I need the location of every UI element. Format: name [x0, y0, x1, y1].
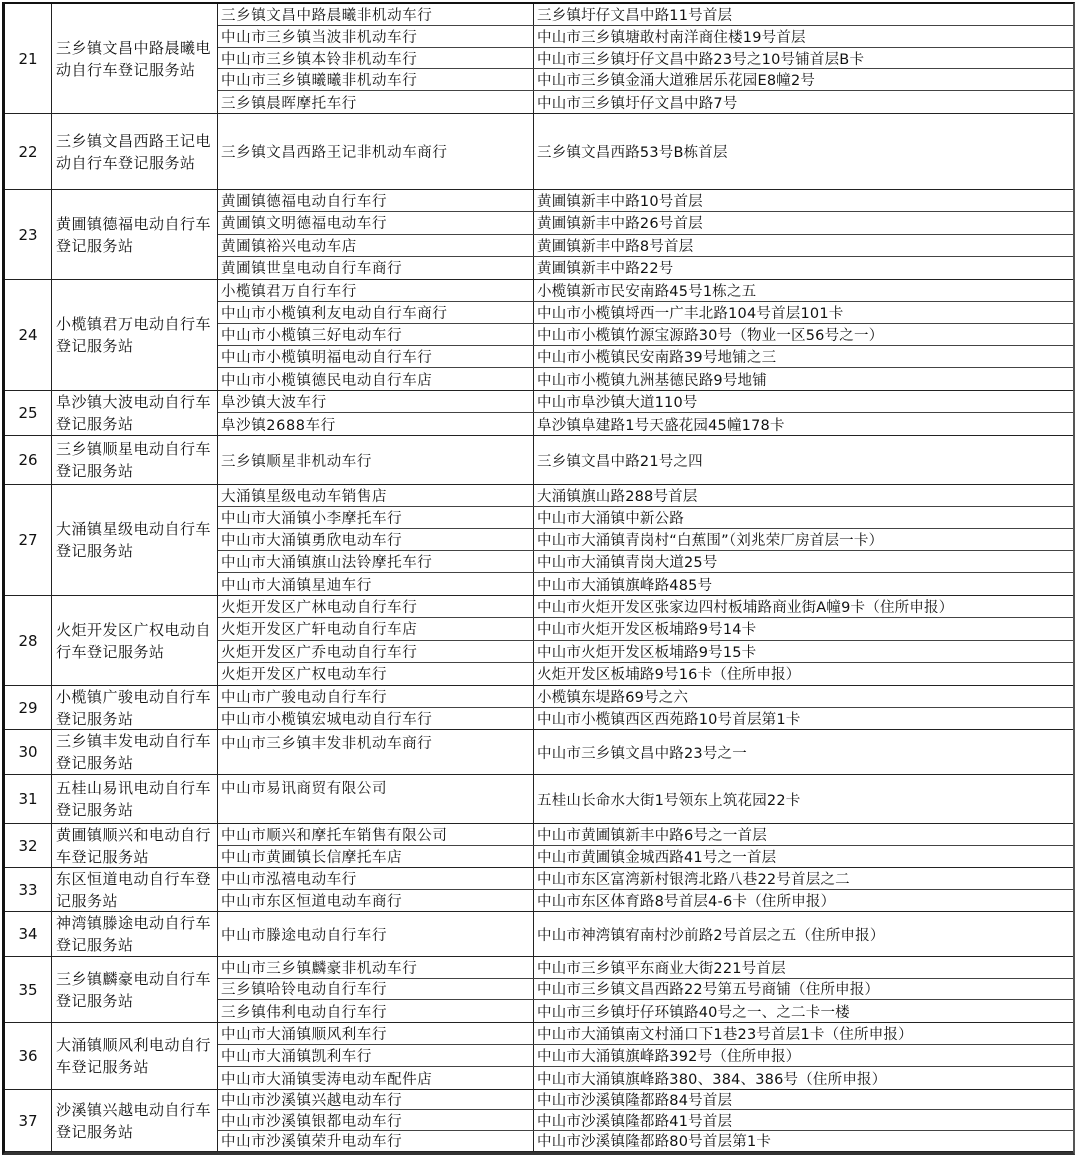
station-name: 三乡镇顺星电动自行车登记服务站 [52, 436, 218, 484]
shop-address: 中山市三乡镇圩仔环镇路40号之一、之二卡一楼 [537, 1004, 850, 1021]
shop-name: 三乡镇顺星非机动车行 [218, 436, 534, 484]
station-name: 三乡镇文昌西路王记电动自行车登记服务站 [52, 114, 218, 189]
shop-name: 三乡镇伟利电动自行车行 [218, 1000, 534, 1022]
table-row [218, 436, 1073, 484]
table-row-group [5, 436, 1073, 485]
shop-address: 中山市小榄镇九洲基德民路9号地铺 [537, 372, 767, 389]
shop-address: 中山市三乡镇金涌大道雅居乐花园E8幢2号 [537, 73, 816, 90]
table-row-group [5, 1023, 1073, 1090]
shop-name: 中山市三乡镇当波非机动车行 [218, 26, 534, 47]
table-row [218, 708, 1073, 730]
shop-address: 中山市大涌镇青岗村“白蕉围”（刘兆荣厂房首层一卡） [537, 533, 884, 549]
shop-address: 三乡镇文昌西路53号B栋首层 [537, 145, 728, 161]
shop-address: 中山市大涌镇旗峰路392号（住所申报） [537, 1049, 801, 1065]
table-row [218, 868, 1073, 890]
shop-address: 中山市黄圃镇新丰中路6号之一首层 [537, 827, 767, 844]
station-name: 三乡镇麟豪电动自行车登记服务站 [52, 957, 218, 1022]
shop-address: 中山市小榄镇西区西苑路10号首层第1卡 [537, 711, 801, 728]
station-name: 黄圃镇德福电动自行车登记服务站 [52, 190, 218, 279]
table-row-group [5, 190, 1073, 280]
shop-name: 中山市大涌镇旗山法铃摩托车行 [218, 551, 534, 572]
station-name: 火炬开发区广权电动自行车登记服务站 [52, 596, 218, 685]
shop-name: 黄圃镇裕兴电动车店 [218, 235, 534, 256]
shop-name: 三乡镇晨晖摩托车行 [218, 91, 534, 113]
station-name: 大涌镇顺风利电动自行车登记服务站 [52, 1023, 218, 1089]
table-row [218, 324, 1073, 346]
station-name: 三乡镇丰发电动自行车登记服务站 [52, 730, 218, 774]
table-row-group [5, 596, 1073, 686]
table-row [218, 368, 1073, 390]
table-row [218, 485, 1073, 507]
shop-address: 三乡镇圩仔文昌中路11号首层 [537, 7, 733, 24]
shop-address: 中山市三乡镇圩仔文昌中路23号之10号铺首层B卡 [537, 51, 865, 68]
table-row [218, 912, 1073, 956]
shop-address: 中山市小榄镇竹源宝源路30号（物业一区56号之一） [537, 328, 884, 344]
shop-name: 中山市大涌镇星迪车行 [218, 573, 534, 595]
row-number: 30 [5, 730, 52, 774]
table-row [218, 1023, 1073, 1045]
table-row [218, 346, 1073, 368]
table-row [218, 26, 1073, 48]
shop-name: 中山市大涌镇顺风利车行 [218, 1023, 534, 1044]
station-name: 三乡镇文昌中路晨曦电动自行车登记服务站 [52, 4, 218, 113]
shop-name: 中山市小榄镇宏城电动自行车行 [218, 708, 534, 730]
shop-address: 中山市沙溪镇隆都路41号首层 [537, 1113, 733, 1130]
station-name: 大涌镇星级电动自行车登记服务站 [52, 485, 218, 595]
table-row [218, 663, 1073, 685]
registration-station-table [2, 2, 1075, 1155]
table-row [218, 775, 1073, 823]
shop-address: 中山市大涌镇南文村涌口下1巷23号首层1卡（住所申报） [537, 1027, 913, 1043]
shop-name: 火炬开发区广林电动自行车行 [218, 596, 534, 617]
shop-address: 中山市大涌镇旗峰路485号 [537, 577, 713, 594]
shop-address: 黄圃镇新丰中路22号 [537, 261, 674, 278]
table-row [218, 730, 1073, 774]
shop-address: 中山市东区体育路8号首层4-6卡（住所申报） [537, 893, 836, 910]
shop-name: 中山市沙溪镇银都电动车行 [218, 1110, 534, 1129]
shop-name: 火炬开发区广乔电动自行车行 [218, 641, 534, 662]
table-row [218, 1067, 1073, 1089]
table-row [218, 302, 1073, 324]
table-row [218, 618, 1073, 640]
row-number: 32 [5, 824, 52, 867]
shop-address: 中山市阜沙镇大道110号 [537, 395, 698, 411]
table-row [218, 48, 1073, 70]
shop-name: 黄圃镇世皇电动自行车商行 [218, 257, 534, 279]
table-row [218, 235, 1073, 257]
table-row-group [5, 114, 1073, 190]
shop-address: 三乡镇文昌中路21号之四 [537, 453, 703, 470]
table-row-group [5, 868, 1073, 912]
shop-name: 阜沙镇大波车行 [218, 391, 534, 412]
station-name: 小榄镇广骏电动自行车登记服务站 [52, 686, 218, 729]
shop-name: 中山市三乡镇麟豪非机动车行 [218, 957, 534, 978]
shop-address: 中山市神湾镇宥南村沙前路2号首层之五（住所申报） [537, 927, 885, 944]
row-number: 23 [5, 190, 52, 279]
row-number: 24 [5, 280, 52, 390]
table-row [218, 686, 1073, 708]
table-row [218, 529, 1073, 551]
table-row [218, 957, 1073, 979]
table-row [218, 890, 1073, 912]
table-row [218, 413, 1073, 435]
row-number: 22 [5, 114, 52, 189]
shop-address: 中山市三乡镇文昌中路23号之一 [537, 745, 747, 762]
shop-name: 中山市沙溪镇兴越电动车行 [218, 1090, 534, 1109]
station-name: 东区恒道电动自行车登记服务站 [52, 868, 218, 911]
shop-address: 中山市大涌镇青岗大道25号 [537, 555, 718, 571]
shop-name: 中山市大涌镇勇欣电动车行 [218, 529, 534, 550]
shop-name: 中山市小榄镇三好电动车行 [218, 324, 534, 345]
shop-name: 中山市小榄镇德民电动自行车店 [218, 368, 534, 390]
shop-name: 三乡镇文昌西路王记非机动车商行 [218, 114, 534, 189]
table-row [218, 212, 1073, 234]
shop-address: 中山市东区富湾新村银湾北路八巷22号首层之二 [537, 871, 850, 888]
shop-address: 小榄镇东堤路69号之六 [537, 689, 689, 706]
row-number: 36 [5, 1023, 52, 1089]
table-row-group [5, 730, 1073, 775]
table-row [218, 1090, 1073, 1110]
row-number: 35 [5, 957, 52, 1022]
table-row-group [5, 824, 1073, 868]
shop-name: 中山市广骏电动自行车行 [218, 686, 534, 707]
shop-address: 中山市火炬开发区板埔路9号14卡 [537, 622, 757, 639]
shop-address: 中山市小榄镇民安南路39号地铺之三 [537, 350, 777, 366]
row-number: 21 [5, 4, 52, 113]
shop-address: 中山市黄圃镇金城西路41号之一首层 [537, 849, 777, 866]
table-row-group [5, 686, 1073, 730]
row-number: 31 [5, 775, 52, 823]
table-row-group [5, 775, 1073, 824]
table-row [218, 114, 1073, 189]
table-row [218, 4, 1073, 26]
table-row [218, 596, 1073, 618]
table-row [218, 257, 1073, 279]
table-row [218, 69, 1073, 91]
station-name: 黄圃镇顺兴和电动自行车登记服务站 [52, 824, 218, 867]
shop-address: 火炬开发区板埔路9号16卡（住所申报） [537, 667, 801, 684]
station-name: 五桂山易讯电动自行车登记服务站 [52, 775, 218, 823]
row-number: 27 [5, 485, 52, 595]
shop-address: 黄圃镇新丰中路8号首层 [537, 238, 694, 255]
table-row [218, 280, 1073, 302]
shop-name: 中山市易讯商贸有限公司 [218, 775, 534, 823]
table-row [218, 391, 1073, 413]
shop-name: 中山市顺兴和摩托车销售有限公司 [218, 824, 534, 845]
shop-address: 中山市大涌镇旗峰路380、384、386号（住所申报） [537, 1071, 887, 1088]
shop-address: 中山市沙溪镇隆都路80号首层第1卡 [537, 1134, 772, 1151]
table-row-group [5, 391, 1073, 436]
shop-name: 中山市三乡镇曦曦非机动车行 [218, 69, 534, 90]
table-row [218, 641, 1073, 663]
shop-name: 阜沙镇2688车行 [218, 413, 534, 435]
table-row [218, 1045, 1073, 1067]
row-number: 25 [5, 391, 52, 435]
shop-name: 中山市三乡镇丰发非机动车商行 [218, 730, 534, 774]
table-row [218, 190, 1073, 212]
station-name: 小榄镇君万电动自行车登记服务站 [52, 280, 218, 390]
table-row [218, 551, 1073, 573]
table-row-group [5, 1090, 1073, 1152]
shop-name: 黄圃镇德福电动自行车行 [218, 190, 534, 211]
shop-name: 大涌镇星级电动车销售店 [218, 485, 534, 506]
shop-address: 黄圃镇新丰中路10号首层 [537, 194, 703, 211]
shop-address: 小榄镇新市民安南路45号1栋之五 [537, 284, 757, 300]
shop-name: 中山市东区恒道电动车商行 [218, 890, 534, 912]
shop-address: 中山市大涌镇中新公路 [537, 511, 684, 527]
shop-name: 中山市滕途电动自行车行 [218, 912, 534, 956]
shop-address: 中山市三乡镇文昌西路22号第五号商铺（住所申报） [537, 982, 880, 999]
shop-name: 火炬开发区广权电动车行 [218, 663, 534, 685]
shop-address: 中山市火炬开发区板埔路9号15卡 [537, 644, 757, 661]
row-number: 37 [5, 1090, 52, 1151]
table-row [218, 507, 1073, 529]
shop-name: 中山市大涌镇小李摩托车行 [218, 507, 534, 528]
row-number: 33 [5, 868, 52, 911]
shop-name: 小榄镇君万自行车行 [218, 280, 534, 301]
shop-name: 三乡镇哈铃电动自行车行 [218, 979, 534, 1000]
shop-name: 中山市黄圃镇长信摩托车店 [218, 846, 534, 868]
row-number: 34 [5, 912, 52, 956]
shop-address: 大涌镇旗山路288号首层 [537, 489, 698, 505]
shop-address: 中山市三乡镇圩仔文昌中路7号 [537, 95, 738, 112]
table-row [218, 824, 1073, 846]
table-row [218, 573, 1073, 595]
shop-address: 阜沙镇阜建路1号天盛花园45幢178卡 [537, 417, 785, 434]
shop-address: 五桂山长命水大街1号领东上筑花园22卡 [537, 792, 801, 809]
table-row [218, 1131, 1073, 1151]
shop-address: 中山市小榄镇埒西一广丰北路104号首层101卡 [537, 306, 844, 322]
table-row [218, 1000, 1073, 1022]
shop-name: 中山市沙溪镇荣升电动车行 [218, 1131, 534, 1151]
table-row-group [5, 485, 1073, 596]
table-row [218, 1110, 1073, 1130]
shop-address: 中山市三乡镇塘敢村南洋商住楼19号首层 [537, 29, 806, 46]
station-name: 阜沙镇大波电动自行车登记服务站 [52, 391, 218, 435]
table-row-group [5, 957, 1073, 1023]
shop-name: 中山市大涌镇凯利车行 [218, 1045, 534, 1066]
table-row-group [5, 912, 1073, 957]
row-number: 29 [5, 686, 52, 729]
row-number: 28 [5, 596, 52, 685]
shop-name: 中山市小榄镇利友电动自行车商行 [218, 302, 534, 323]
station-name: 神湾镇滕途电动自行车登记服务站 [52, 912, 218, 956]
shop-name: 火炬开发区广轩电动自行车店 [218, 618, 534, 639]
table-row-group [5, 280, 1073, 391]
shop-address: 中山市三乡镇平东商业大街221号首层 [537, 960, 786, 977]
table-row-group [5, 4, 1073, 114]
shop-name: 中山市三乡镇本铃非机动车行 [218, 48, 534, 69]
shop-name: 中山市大涌镇雯涛电动车配件店 [218, 1067, 534, 1089]
shop-name: 中山市泓禧电动车行 [218, 868, 534, 889]
table-row [218, 91, 1073, 113]
shop-name: 三乡镇文昌中路晨曦非机动车行 [218, 4, 534, 25]
shop-name: 中山市小榄镇明福电动自行车行 [218, 346, 534, 367]
table-row [218, 846, 1073, 868]
station-name: 沙溪镇兴越电动自行车登记服务站 [52, 1090, 218, 1151]
table-row [218, 979, 1073, 1001]
shop-address: 中山市火炬开发区张家边四村板埔路商业街A幢9卡（住所申报） [537, 600, 954, 617]
row-number: 26 [5, 436, 52, 484]
shop-address: 中山市沙溪镇隆都路84号首层 [537, 1093, 733, 1110]
shop-address: 黄圃镇新丰中路26号首层 [537, 216, 703, 233]
shop-name: 黄圃镇文明德福电动车行 [218, 212, 534, 233]
